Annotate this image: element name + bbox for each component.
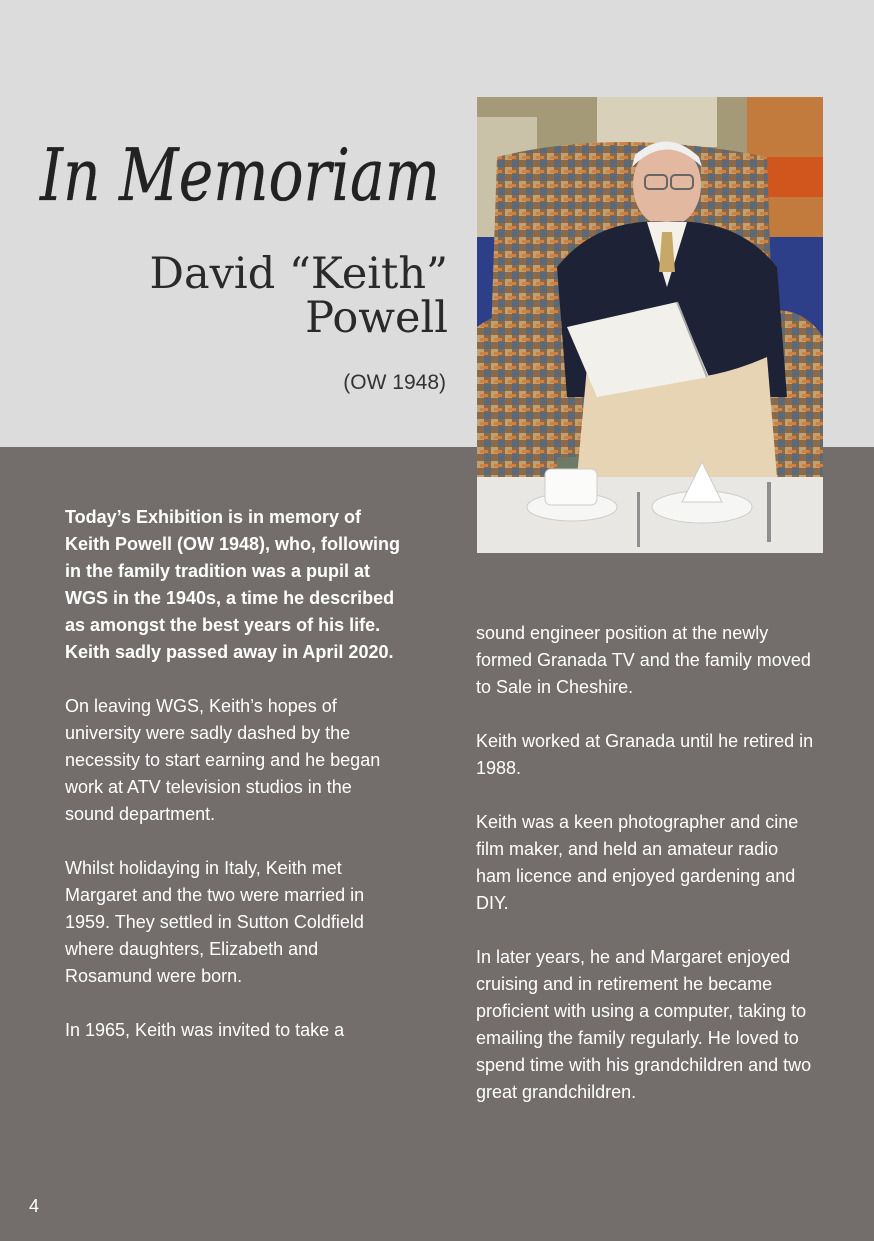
ow-note: (OW 1948) (343, 371, 446, 394)
name-line-1: David “Keith” (149, 249, 448, 299)
paragraph: sound engineer position at the newly formed Granada TV and the family moved to Sale in Cheshire. (476, 623, 811, 697)
paragraph: In 1965, Keith was invited to take a (65, 1020, 345, 1040)
text-column-right (476, 620, 816, 1133)
paragraph: Whilst holidaying in Italy, Keith met Margaret and the two were married in 1959. They settled in Sutton Coldfield where daughters, Elizabeth and Rosamund were born. (65, 858, 365, 986)
paragraph: Keith worked at Granada until he retired in 1988. (476, 731, 814, 778)
paragraph: Keith was a keen photographer and cine film maker, and held an amateur radio ham licence and enjoyed gardening and DIY. (476, 812, 799, 913)
paragraph: On leaving WGS, Keith’s hopes of university were sadly dashed by the necessity to start earning and he began work at ATV television studios in the sound department. (65, 696, 381, 824)
lead-paragraph: Today’s Exhibition is in memory of Keith Powell (OW 1948), who, following in the family tradition was a pupil at WGS in the 1940s, a time he described as amongst the best years of his life. Keith sadly passed away in April 2020. (65, 507, 401, 662)
paragraph: In later years, he and Margaret enjoyed cruising and in retirement he became proficient with using a computer, taking to emailing the family regularly. He loved to spend time with his grandchildren and two great grandchildren. (476, 947, 812, 1102)
name-line-2: Powell (305, 293, 448, 343)
memorial-name (149, 249, 448, 343)
script-title (40, 115, 460, 245)
portrait-photo (477, 97, 823, 553)
page-number: 4 (29, 1196, 40, 1216)
script-title-text: In Memoriam (38, 133, 441, 217)
text-column-left (65, 504, 400, 1071)
